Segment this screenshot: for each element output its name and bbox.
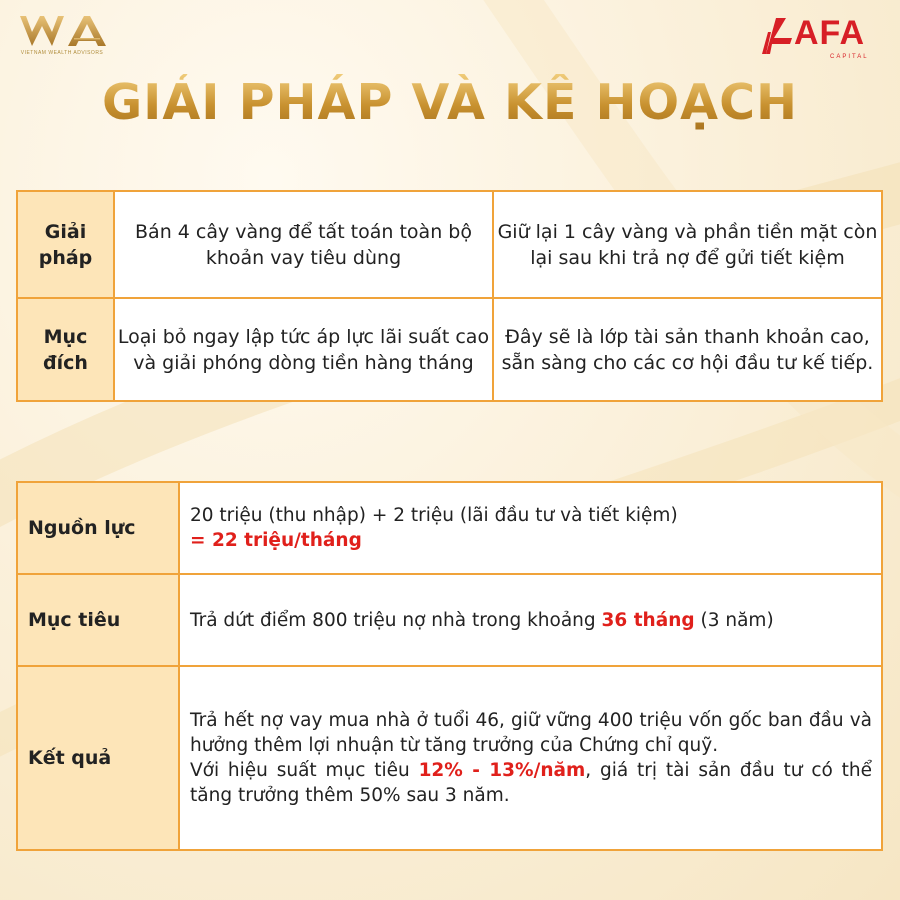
table-row (17, 191, 882, 298)
target-value (179, 574, 882, 666)
page-title: GIẢI PHÁP VÀ KẾ HOẠCH (0, 74, 900, 131)
afa-mark-icon (760, 14, 794, 58)
table-row (17, 574, 882, 666)
row-label-result: Kết quả (17, 666, 179, 850)
resources-value (179, 482, 882, 574)
purpose-cell-1: Loại bỏ ngay lập tức áp lực lãi suất cao và giải phóng dòng tiền hàng tháng (114, 298, 493, 401)
row-label-resources: Nguồn lực (17, 482, 179, 574)
afa-brand-text: AFA (794, 14, 865, 52)
target-duration: 36 tháng (601, 609, 695, 631)
goal-table (16, 481, 883, 851)
afa-logo (760, 12, 880, 60)
resources-text: 20 triệu (thu nhập) + 2 triệu (lãi đầu tư và tiết kiệm) (190, 505, 678, 526)
table-row (17, 298, 882, 401)
wva-tagline: VIETNAM WEALTH ADVISORS (20, 50, 104, 56)
solution-cell-2: Giữ lại 1 cây vàng và phần tiền mặt còn lại sau khi trả nợ để gửi tiết kiệm (493, 191, 882, 298)
solution-cell-1: Bán 4 cây vàng để tất toán toàn bộ khoản vay tiêu dùng (114, 191, 493, 298)
afa-brand-sub: CAPITAL (830, 54, 869, 60)
target-text-after: (3 năm) (694, 609, 774, 631)
result-p2-before: Với hiệu suất mục tiêu (190, 760, 419, 781)
row-label-target: Mục tiêu (17, 574, 179, 666)
target-text-before: Trả dứt điểm 800 triệu nợ nhà trong khoảng (190, 609, 602, 631)
result-paragraph-1: Trả hết nợ vay mua nhà ở tuổi 46, giữ vững 400 triệu vốn gốc ban đầu và hưởng thêm lợi nhuận từ tăng trưởng của Chứng chỉ quỹ. (190, 710, 872, 756)
row-label-solution: Giải pháp (17, 191, 114, 298)
result-target-rate: 12% - 13%/năm (418, 760, 586, 781)
plan-table (16, 190, 883, 402)
wva-logo-icon (12, 12, 112, 50)
result-p2-after: , giá trị tài sản đầu tư có thể tăng trưởng thêm 50% sau 3 năm. (190, 760, 872, 806)
resources-total: = 22 triệu/tháng (190, 530, 362, 551)
result-value (179, 666, 882, 850)
table-row (17, 482, 882, 574)
table-row (17, 666, 882, 850)
row-label-purpose: Mục đích (17, 298, 114, 401)
purpose-cell-2: Đây sẽ là lớp tài sản thanh khoản cao, sẵn sàng cho các cơ hội đầu tư kế tiếp. (493, 298, 882, 401)
wva-logo (12, 12, 112, 60)
